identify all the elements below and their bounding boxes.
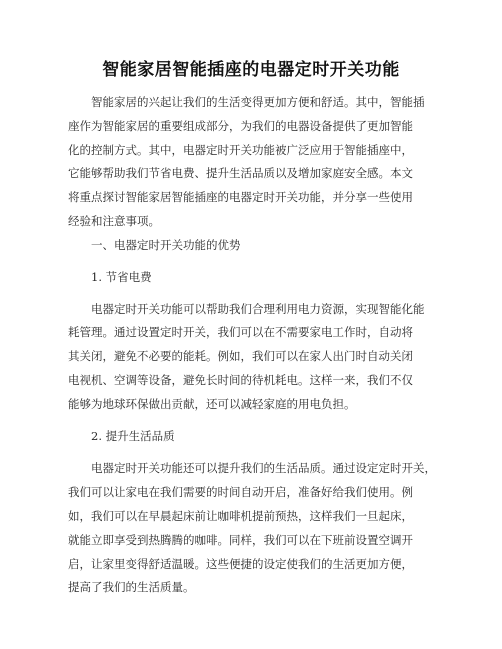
body-line: 电器定时开关功能可以帮助我们合理利用电力资源，实现智能化能 — [91, 302, 425, 316]
body-line: 智能家居的兴起让我们的生活变得更加方便和舒适。其中，智能插 — [91, 95, 425, 109]
body-line: 如，我们可以在早晨起床前让咖啡机提前预热，这样我们一旦起床， — [68, 509, 413, 523]
body-line: 经验和注意事项。 — [68, 214, 160, 228]
body-line: 电器定时开关功能还可以提升我们的生活品质。通过设定定时开关， — [91, 461, 436, 475]
body-line: 它能够帮助我们节省电费、提升生活品质以及增加家庭安全感。本文 — [68, 166, 413, 180]
document-title: 智能家居智能插座的电器定时开关功能 — [102, 60, 400, 80]
body-line: 电视机、空调等设备，避免长时间的待机耗电。这样一来，我们不仅 — [68, 373, 413, 387]
body-line: 2. 提升生活品质 — [91, 429, 175, 443]
body-line: 1. 节省电费 — [91, 270, 152, 284]
body-line: 将重点探讨智能家居智能插座的电器定时开关功能，并分享一些使用 — [68, 190, 413, 204]
body-line: 提高了我们的生活质量。 — [68, 580, 195, 594]
body-line: 能够为地球环保做出贡献，还可以减轻家庭的用电负担。 — [68, 397, 356, 411]
body-line: 启，让家里变得舒适温暖。这些便捷的设定使我们的生活更加方便， — [68, 557, 413, 571]
body-line: 化的控制方式。其中，电器定时开关功能被广泛应用于智能插座中， — [68, 143, 413, 157]
body-line: 其关闭，避免不必要的能耗。例如，我们可以在家人出门时自动关闭 — [68, 349, 413, 363]
body-line: 一、电器定时开关功能的优势 — [91, 238, 241, 252]
body-line: 耗管理。通过设置定时开关，我们可以在不需要家电工作时，自动将 — [68, 325, 413, 339]
body-line: 座作为智能家居的重要组成部分，为我们的电器设备提供了更加智能 — [68, 119, 413, 133]
body-line: 就能立即享受到热腾腾的咖啡。同样，我们可以在下班前设置空调开 — [68, 533, 413, 547]
body-line: 我们可以让家电在我们需要的时间自动开启，准备好给我们使用。例 — [68, 485, 413, 499]
